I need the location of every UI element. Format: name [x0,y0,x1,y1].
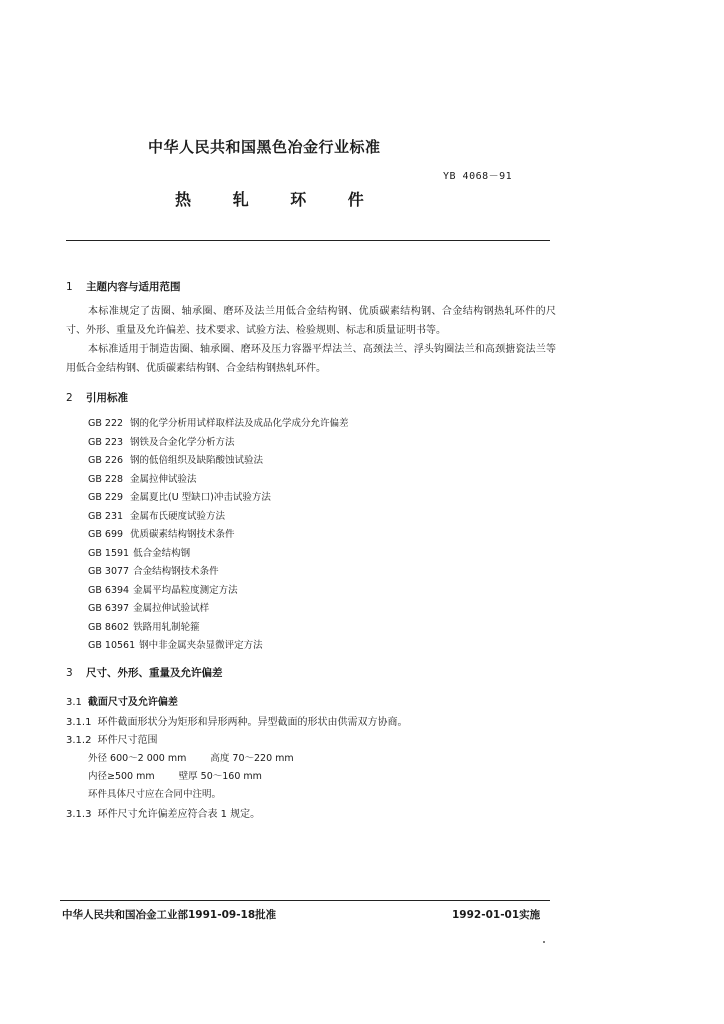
size-range-row-2 [88,768,262,782]
subsection-3-1-3 [66,805,260,820]
reference-list [88,415,349,656]
ref-title: 铁路用轧制轮箍 [133,621,200,633]
ref-title: 钢铁及合金化学分析方法 [130,436,235,448]
ref-title: 优质碳素结构钢技术条件 [130,529,235,540]
section-1-paragraph-2: 本标准适用于制造齿圈、轴承圈、磨环及压力容器平焊法兰、高颈法兰、浮头钩圈法兰和高颈搪瓷法兰等用低合金结构钢、优质碳素结构钢、合金结构钢热轧环件。 [66,344,556,374]
list-item [88,508,349,527]
ref-title: 合金结构钢技术条件 [133,566,219,577]
list-item [88,452,349,471]
ref-title: 钢的低倍组织及缺陷酸蚀试验法 [130,455,264,466]
ref-title: 低合金结构钢 [133,547,191,559]
inner-diameter-range: 内径≥500 mm [88,771,155,782]
subsection-3-1-2 [66,731,157,746]
ref-code: GB 699 [88,529,124,540]
subsection-number: 3.1.2 [66,735,92,746]
section-2-heading [66,390,128,405]
ref-code: GB 3077 [88,566,130,577]
section-title: 尺寸、外形、重量及允许偏差 [86,667,223,679]
header-rule [66,240,550,241]
section-title: 主题内容与适用范围 [86,281,181,293]
ref-title: 钢的化学分析用试样取样法及成品化学成分允许偏差 [130,418,349,429]
size-range-row-1 [88,750,294,764]
list-item [88,489,349,508]
list-item [88,471,349,490]
document-title [175,187,400,210]
wall-thickness-range: 壁厚 50～160 mm [178,771,262,782]
ref-code: GB 226 [88,455,124,466]
issuer-title: 中华人民共和国黑色冶金行业标准 [148,138,381,156]
section-3-heading [66,665,223,680]
list-item [88,526,349,545]
list-item [88,582,349,601]
ref-code: GB 223 [88,436,124,448]
approval-statement: 中华人民共和国冶金工业部1991-09-18批准 [62,909,277,921]
list-item [88,600,349,619]
outer-diameter-range: 外径 600～2 000 mm [88,753,187,764]
size-note: 环件具体尺寸应在合同中注明。 [88,789,222,800]
standard-code: YB 4068－91 [443,171,513,182]
ref-code: GB 231 [88,510,124,522]
ref-title: 金属拉伸试验法 [130,473,197,485]
list-item [88,563,349,582]
ref-code: GB 228 [88,473,124,485]
ref-title: 金属平均晶粒度测定方法 [133,584,238,596]
section-number: 3 [66,667,73,679]
subsection-title: 环件尺寸范围 [97,735,158,746]
section-number: 2 [66,392,73,404]
ref-code: GB 6397 [88,603,130,614]
section-1-heading [66,279,181,294]
subsection-number: 3.1.3 [66,809,92,820]
list-item [88,434,349,453]
subsection-number: 3.1 [66,697,82,708]
list-item [88,637,349,656]
title-char-1: 热 [175,190,192,209]
footer-rule [60,900,550,901]
ref-code: GB 6394 [88,584,130,596]
ref-title: 金属拉伸试验试样 [133,603,210,614]
list-item [88,619,349,638]
implementation-date: 1992-01-01实施 [452,909,541,921]
list-item [88,545,349,564]
title-char-3: 环 [290,190,307,209]
ref-code: GB 222 [88,418,124,429]
subsection-3-1 [66,693,178,708]
subsection-title: 截面尺寸及允许偏差 [87,697,178,708]
ref-code: GB 229 [88,492,124,503]
list-item [88,415,349,434]
ref-code: GB 10561 [88,640,136,651]
ref-code: GB 1591 [88,547,130,559]
ref-title: 钢中非金属夹杂显微评定方法 [139,640,263,651]
ref-code: GB 8602 [88,621,130,633]
section-title: 引用标准 [86,392,128,404]
subsection-text: 环件尺寸允许偏差应符合表 1 规定。 [97,809,261,820]
ref-title: 金属夏比(U 型缺口)冲击试验方法 [130,492,271,503]
section-1-paragraph-1: 本标准规定了齿圈、轴承圈、磨环及法兰用低合金结构钢、优质碳素结构钢、合金结构钢热轧环件的尺寸、外形、重量及允许偏差、技术要求、试验方法、检验规则、标志和质量证明书等。 [66,306,556,336]
section-number: 1 [66,281,73,293]
subsection-text: 环件截面形状分为矩形和异形两种。异型截面的形状由供需双方协商。 [97,717,408,728]
subsection-number: 3.1.1 [66,717,92,728]
title-char-2: 轧 [232,190,249,209]
subsection-3-1-1 [66,713,407,728]
title-char-4: 件 [347,190,364,209]
ref-title: 金属布氏硬度试验方法 [130,510,226,522]
height-range: 高度 70～220 mm [210,753,294,764]
scan-speck [543,941,545,943]
